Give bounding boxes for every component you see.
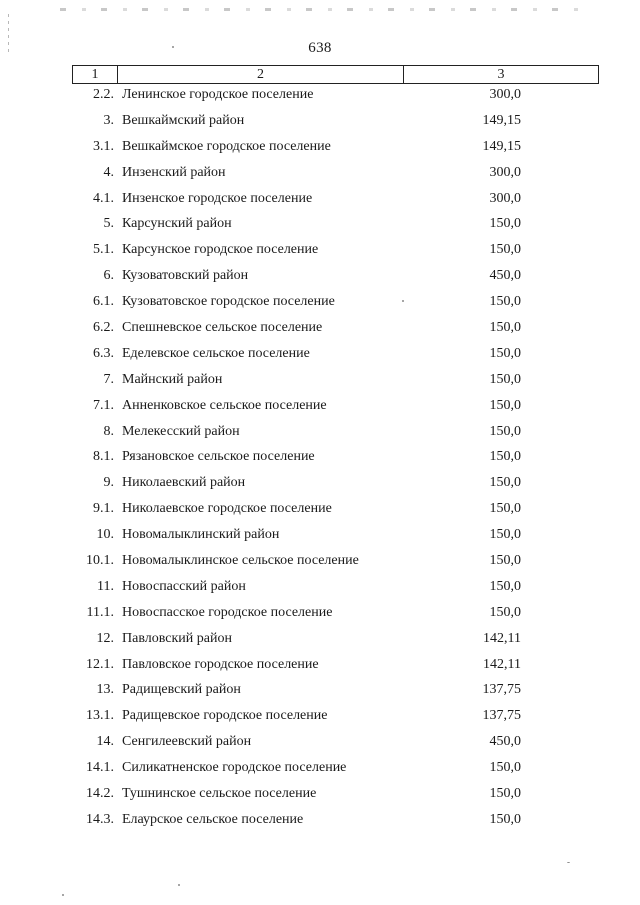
row-name: Николаевское городское поселение — [122, 501, 332, 517]
row-number: 12.1. — [86, 656, 114, 672]
row-name: Спешневское сельское поселение — [122, 320, 323, 336]
row-value: 150,0 — [489, 371, 521, 387]
row-name: Еделевское сельское поселение — [122, 345, 310, 361]
row-name: Тушнинское сельское поселение — [122, 786, 317, 802]
row-number: 8. — [103, 423, 114, 439]
row-number: 13. — [96, 682, 114, 698]
row-value: 150,0 — [489, 242, 521, 258]
row-number: 11.1. — [86, 604, 114, 620]
row-value: 450,0 — [489, 734, 521, 750]
table-row — [0, 162, 640, 188]
row-number: 3. — [103, 112, 114, 128]
table-row — [0, 472, 640, 498]
row-value: 300,0 — [489, 87, 521, 102]
scan-speck — [178, 884, 180, 886]
table-row — [0, 421, 640, 447]
row-value: 142,11 — [483, 630, 521, 646]
row-value: 137,75 — [482, 682, 521, 698]
row-number: 14. — [96, 734, 114, 750]
row-value: 137,75 — [482, 708, 521, 724]
row-value: 150,0 — [489, 397, 521, 413]
table-row — [0, 628, 640, 654]
table-row — [0, 550, 640, 576]
row-name: Радищевский район — [122, 682, 241, 698]
row-name: Новоспасское городское поселение — [122, 604, 333, 620]
table-row — [0, 783, 640, 809]
row-name: Елаурское сельское поселение — [122, 811, 304, 827]
row-value: 300,0 — [489, 164, 521, 180]
page-number: 638 — [308, 40, 332, 56]
row-value: 300,0 — [489, 190, 521, 206]
scan-speck — [62, 894, 64, 896]
table-row — [0, 576, 640, 602]
row-value: 150,0 — [489, 345, 521, 361]
table-row — [0, 395, 640, 421]
row-value: 450,0 — [489, 268, 521, 284]
row-name: Кузоватовское городское поселение — [122, 294, 335, 310]
table-row — [0, 84, 640, 110]
row-name: Кузоватовский район — [122, 268, 249, 284]
row-number: 7. — [103, 371, 114, 387]
row-name: Новоспасский район — [122, 578, 246, 594]
row-value: 150,0 — [489, 553, 521, 569]
row-value: 150,0 — [489, 760, 521, 776]
scan-artifact-top — [60, 8, 580, 11]
table-row — [0, 809, 640, 835]
row-value: 150,0 — [489, 423, 521, 439]
row-name: Майнский район — [122, 371, 223, 387]
row-number: 9. — [103, 475, 114, 491]
row-name: Новомалыклинский район — [122, 527, 280, 543]
table-row — [0, 317, 640, 343]
row-name: Карсунское городское поселение — [122, 242, 319, 258]
row-number: 6. — [103, 268, 114, 284]
table-row — [0, 498, 640, 524]
table-row — [0, 136, 640, 162]
row-number: 13.1. — [86, 708, 114, 724]
row-value: 150,0 — [489, 320, 521, 336]
table-row — [0, 654, 640, 680]
row-number: 10. — [96, 527, 114, 543]
table-row — [0, 602, 640, 628]
row-number: 5. — [103, 216, 114, 232]
row-name: Мелекесский район — [122, 423, 240, 439]
table-row — [0, 239, 640, 265]
row-value: 150,0 — [489, 475, 521, 491]
row-value: 150,0 — [489, 604, 521, 620]
row-number: 8.1. — [93, 449, 114, 465]
table-row — [0, 369, 640, 395]
row-value: 150,0 — [489, 786, 521, 802]
column-header-3: 3 — [497, 66, 505, 82]
row-number: 4.1. — [93, 190, 114, 206]
table-row — [0, 679, 640, 705]
row-value: 150,0 — [489, 449, 521, 465]
row-name: Николаевский район — [122, 475, 246, 491]
row-number: 6.1. — [93, 294, 114, 310]
row-name: Силикатненское городское поселение — [122, 760, 347, 776]
row-name: Вешкаймское городское поселение — [122, 138, 331, 154]
table-body — [0, 84, 640, 835]
row-value: 142,11 — [483, 656, 521, 672]
column-header-1: 1 — [73, 66, 118, 83]
table-row — [0, 446, 640, 472]
row-number: 5.1. — [93, 242, 114, 258]
table-row — [0, 731, 640, 757]
table-row — [0, 524, 640, 550]
table-row — [0, 757, 640, 783]
row-value: 150,0 — [489, 578, 521, 594]
row-number: 7.1. — [93, 397, 114, 413]
row-number: 9.1. — [93, 501, 114, 517]
table-row — [0, 291, 640, 317]
table-row — [0, 188, 640, 214]
table-row — [0, 265, 640, 291]
row-name: Карсунский район — [122, 216, 232, 232]
row-name: Вешкаймский район — [122, 112, 245, 128]
table-row — [0, 343, 640, 369]
row-number: 14.1. — [86, 760, 114, 776]
row-value: 150,0 — [489, 527, 521, 543]
row-number: 3.1. — [93, 138, 114, 154]
row-name: Сенгилеевский район — [122, 734, 252, 750]
row-name: Инзенское городское поселение — [122, 190, 313, 206]
row-number: 2.2. — [93, 87, 114, 102]
row-name: Инзенский район — [122, 164, 226, 180]
table-row — [0, 110, 640, 136]
row-name: Новомалыклинское сельское поселение — [122, 553, 359, 569]
row-name: Анненковское сельское поселение — [122, 397, 327, 413]
row-name: Ленинское городское поселение — [122, 87, 314, 102]
row-number: 4. — [103, 164, 114, 180]
row-number: 11. — [97, 578, 114, 594]
row-name: Рязановское сельское поселение — [122, 449, 315, 465]
row-number: 6.3. — [93, 345, 114, 361]
table-column-header — [72, 65, 599, 84]
row-value: 150,0 — [489, 294, 521, 310]
column-header-2: 2 — [118, 66, 404, 83]
row-name: Павловское городское поселение — [122, 656, 319, 672]
row-number: 14.3. — [86, 811, 114, 827]
row-value: 150,0 — [489, 811, 521, 827]
row-value: 149,15 — [482, 138, 521, 154]
scan-speck — [567, 862, 570, 863]
row-number: 10.1. — [86, 553, 114, 569]
row-number: 14.2. — [86, 786, 114, 802]
row-value: 150,0 — [489, 216, 521, 232]
table-row — [0, 213, 640, 239]
row-name: Радищевское городское поселение — [122, 708, 328, 724]
row-value: 150,0 — [489, 501, 521, 517]
row-value: 149,15 — [482, 112, 521, 128]
row-number: 12. — [96, 630, 114, 646]
row-number: 6.2. — [93, 320, 114, 336]
table-row — [0, 705, 640, 731]
row-name: Павловский район — [122, 630, 232, 646]
